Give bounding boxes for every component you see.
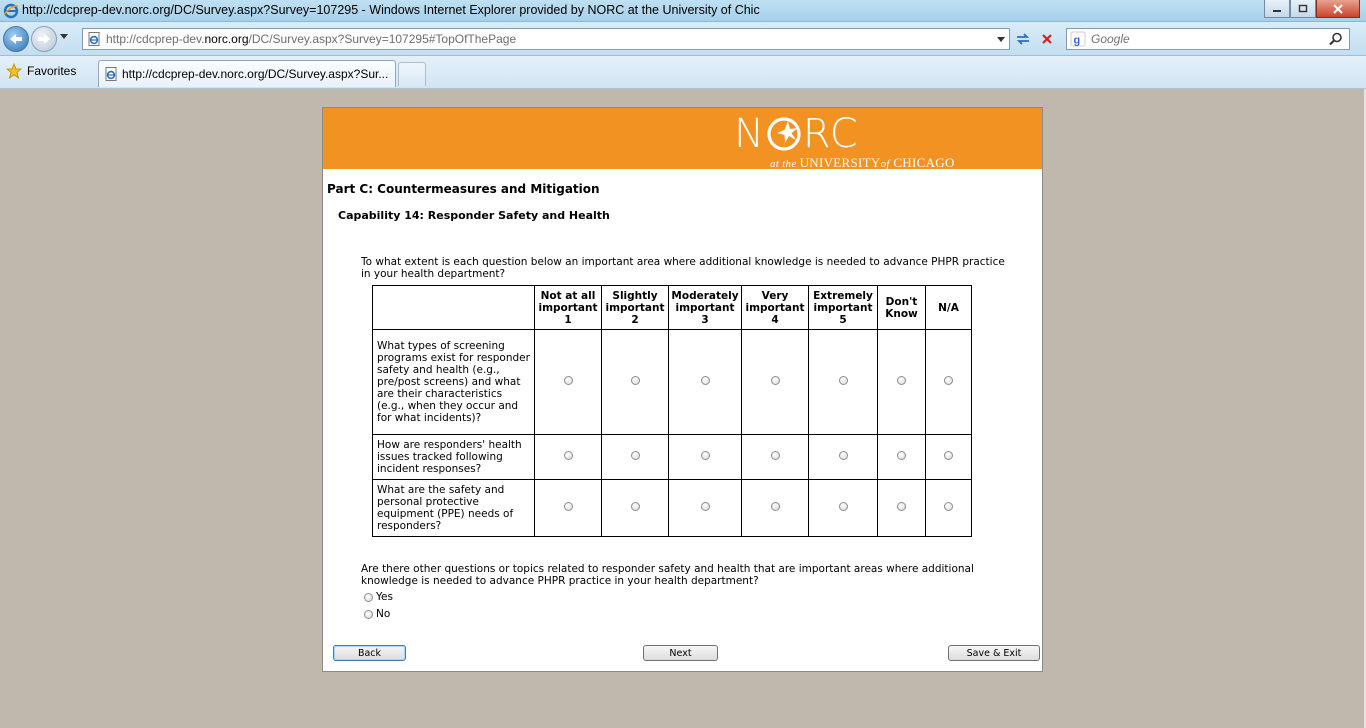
save-exit-button[interactable]: Save & Exit — [948, 645, 1040, 661]
col-header-na — [926, 286, 972, 330]
question-row — [373, 435, 972, 480]
col-header-line3: 4 — [771, 313, 779, 326]
radio-q2-na[interactable] — [944, 451, 953, 460]
radio-no[interactable] — [364, 610, 373, 619]
option-yes[interactable] — [364, 591, 393, 603]
recent-pages-dropdown-icon[interactable] — [60, 34, 68, 40]
norc-logo — [734, 111, 955, 170]
radio-q2-dont-know[interactable] — [897, 451, 906, 460]
search-input[interactable] — [1091, 31, 1311, 47]
search-icon[interactable] — [1329, 32, 1343, 46]
radio-q3-dont-know[interactable] — [897, 502, 906, 511]
radio-q3-not-at-all[interactable] — [564, 502, 573, 511]
col-header-line2: Know — [885, 307, 918, 320]
followup-question: Are there other questions or topics related to responder safety and health that are important areas where additional knowledge is needed to advance PHPR practice in your health department? — [361, 563, 974, 587]
minimize-button[interactable] — [1264, 0, 1290, 18]
col-header-line2: important — [675, 301, 735, 314]
address-dropdown-icon[interactable] — [997, 37, 1005, 43]
norc-banner — [323, 108, 1042, 169]
col-header-line1: Don't — [885, 295, 918, 308]
next-button[interactable]: Next — [643, 645, 718, 661]
logo-letter-n: N — [734, 111, 765, 157]
col-header-extremely — [809, 286, 878, 330]
maximize-button[interactable] — [1290, 0, 1316, 18]
question-text: How are responders' health issues tracked following incident responses? — [373, 435, 535, 480]
tab-title: http://cdcprep-dev.norc.org/DC/Survey.aspx?Sur... — [122, 67, 389, 81]
radio-q1-moderately[interactable] — [701, 376, 710, 385]
new-tab-button[interactable] — [398, 62, 426, 86]
part-title: Part C: Countermeasures and Mitigation — [327, 182, 600, 196]
question-row — [373, 330, 972, 435]
minimize-icon — [1272, 5, 1282, 13]
favorites-label: Favorites — [27, 64, 77, 78]
option-no[interactable] — [364, 608, 390, 620]
logo-sub-of: of — [880, 158, 890, 170]
rating-grid — [372, 285, 972, 537]
col-header-line2: important — [813, 301, 873, 314]
stop-icon — [1041, 33, 1053, 45]
col-header-line1: N/A — [938, 301, 959, 314]
stop-button[interactable] — [1036, 28, 1058, 50]
col-header-line3: 2 — [631, 313, 639, 326]
radio-q1-na[interactable] — [944, 376, 953, 385]
col-header-line3: 3 — [701, 313, 709, 326]
radio-q3-extremely[interactable] — [839, 502, 848, 511]
arrow-right-icon — [37, 33, 51, 45]
option-yes-label: Yes — [376, 591, 393, 603]
question-row — [373, 480, 972, 537]
radio-q1-extremely[interactable] — [839, 376, 848, 385]
favorites-button[interactable] — [6, 63, 76, 79]
forward-nav-button[interactable] — [31, 26, 57, 52]
question-intro: To what extent is each question below an important area where additional knowledge is needed to advance PHPR practice in your health department? — [361, 256, 1005, 280]
col-header-line1: Very — [761, 289, 789, 302]
back-button[interactable]: Back — [333, 645, 406, 661]
arrow-left-icon — [9, 33, 23, 45]
col-header-line1: Not at all — [540, 289, 596, 302]
col-header-line3: 5 — [839, 313, 847, 326]
col-header-line2: important — [605, 301, 665, 314]
col-header-line3: 1 — [564, 313, 572, 326]
radio-q1-not-at-all[interactable] — [564, 376, 573, 385]
logo-sub-univ: UNIVERSITY — [799, 155, 881, 170]
radio-q2-slightly[interactable] — [631, 451, 640, 460]
grid-header-blank — [373, 286, 535, 330]
col-header-dont-know — [878, 286, 926, 330]
title-bar — [0, 0, 1366, 22]
google-icon — [1070, 31, 1086, 47]
radio-q3-very[interactable] — [771, 502, 780, 511]
question-text: What types of screening programs exist for responder safety and health (e.g., pre/post screens) and what are their characteristics (e.g., when they occur and for what incidents)? — [373, 330, 535, 435]
search-box[interactable] — [1066, 28, 1350, 50]
col-header-line1: Moderately — [671, 289, 739, 302]
star-icon — [6, 63, 22, 79]
radio-q2-not-at-all[interactable] — [564, 451, 573, 460]
back-nav-button[interactable] — [3, 26, 29, 52]
col-header-line1: Slightly — [612, 289, 658, 302]
favorites-bar — [0, 56, 1366, 89]
option-no-label: No — [376, 608, 391, 620]
url-domain: norc.org — [204, 32, 249, 46]
url-suffix: /DC/Survey.aspx?Survey=107295#TopOfThePage — [248, 32, 517, 46]
capability-title: Capability 14: Responder Safety and Health — [338, 209, 610, 222]
radio-q2-very[interactable] — [771, 451, 780, 460]
radio-q3-slightly[interactable] — [631, 502, 640, 511]
survey-page — [322, 107, 1043, 672]
maximize-icon — [1298, 4, 1308, 13]
logo-sub-city: CHICAGO — [889, 155, 955, 170]
norc-o-star-icon — [766, 116, 802, 152]
browser-tab-active[interactable] — [98, 60, 396, 87]
radio-q1-very[interactable] — [771, 376, 780, 385]
col-header-line2: important — [538, 301, 598, 314]
col-header-line2: important — [745, 301, 805, 314]
url-prefix: http://cdcprep-dev. — [106, 32, 205, 46]
logo-subtitle — [770, 155, 955, 171]
radio-q3-na[interactable] — [944, 502, 953, 511]
window-title: http://cdcprep-dev.norc.org/DC/Survey.aspx?Survey=107295 - Windows Internet Explorer provided by NORC at the University of Chic — [22, 3, 760, 17]
col-header-very — [742, 286, 809, 330]
col-header-moderately — [669, 286, 742, 330]
grid-header-row — [373, 286, 972, 330]
question-text: What are the safety and personal protective equipment (PPE) needs of responders? — [373, 480, 535, 537]
svg-text:g: g — [1073, 34, 1081, 47]
radio-q3-moderately[interactable] — [701, 502, 710, 511]
close-icon — [1332, 4, 1344, 14]
refresh-button[interactable] — [1012, 28, 1034, 50]
page-icon — [86, 31, 102, 47]
radio-q2-moderately[interactable] — [701, 451, 710, 460]
address-bar[interactable] — [82, 28, 1010, 50]
col-header-not-at-all — [535, 286, 602, 330]
radio-q1-dont-know[interactable] — [897, 376, 906, 385]
radio-yes[interactable] — [364, 593, 373, 602]
refresh-icon — [1015, 32, 1031, 46]
logo-letters-rc: RC — [802, 111, 859, 157]
address-url[interactable] — [106, 32, 516, 46]
logo-sub-prefix: at the — [770, 158, 800, 170]
navigation-bar — [0, 22, 1366, 56]
close-window-button[interactable] — [1316, 0, 1360, 18]
internet-explorer-icon — [3, 3, 19, 19]
col-header-line1: Extremely — [813, 289, 873, 302]
radio-q2-extremely[interactable] — [839, 451, 848, 460]
radio-q1-slightly[interactable] — [631, 376, 640, 385]
col-header-slightly — [602, 286, 669, 330]
page-icon — [103, 66, 119, 82]
